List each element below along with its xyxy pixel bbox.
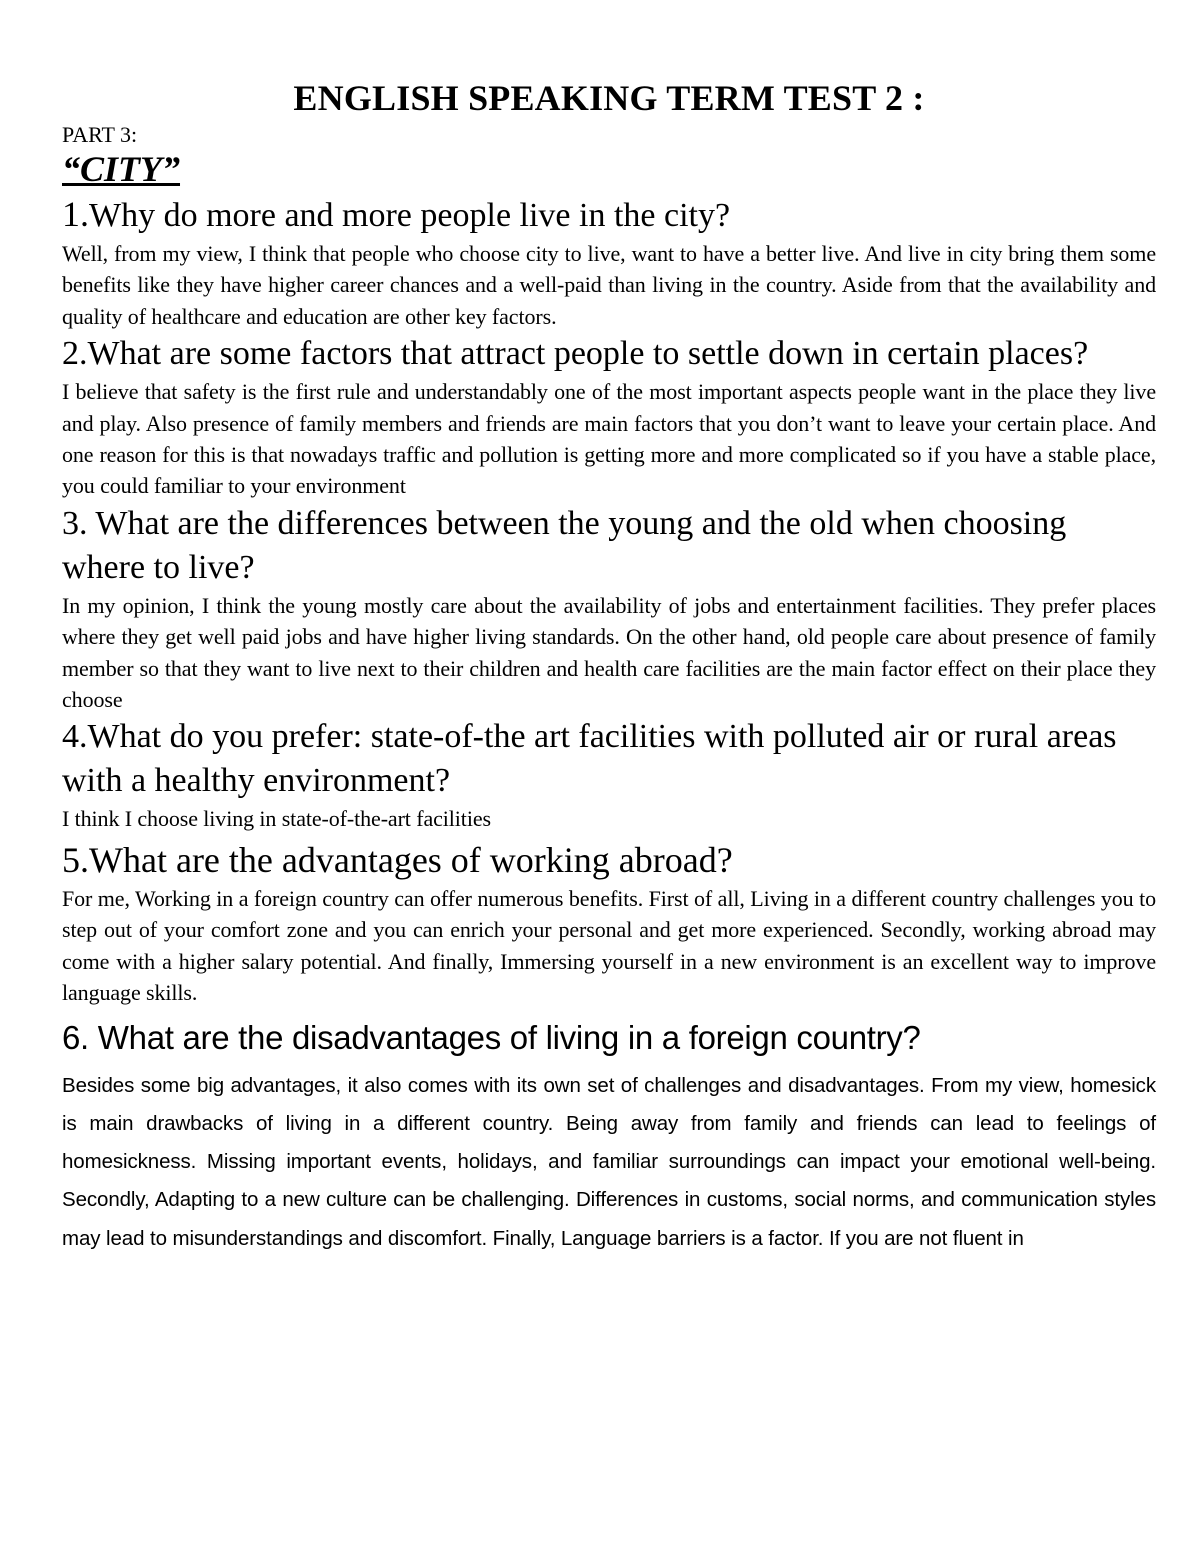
answer-2: I believe that safety is the first rule and understandably one of the most important aspects people want in the place they live and play. Also presence of family members and friends are main factors that you don’t want to leave your certain place. And one reason for this is that nowadays traffic and pollution is getting more and more complicated so if you have a stable place, you could familiar to your environment	[62, 379, 1156, 499]
question-number: 6.	[62, 1018, 89, 1056]
question-text: What are the differences between the young and the old when choosing where to live?	[62, 504, 1067, 586]
answer-3: In my opinion, I think the young mostly care about the availability of jobs and entertainment facilities. They prefer places where they get well paid jobs and have higher living standards. On the other hand, old people care about presence of family member so that they want to live next to their children and health care facilities are the main factor effect on their place they choose	[62, 592, 1156, 713]
question-number: 1.	[62, 194, 89, 234]
question-5	[62, 837, 1156, 883]
question-number: 4.	[62, 718, 88, 756]
question-number: 5.	[62, 839, 89, 880]
answer-6: Besides some big advantages, it also comes with its own set of challenges and disadvantages. From my view, homesick is main drawbacks of living in a different country. Being away from family and friends can lead to feelings of homesickness. Missing important events, holidays, and familiar surroundings can impact your emotional well-being. Secondly, Adapting to a new culture can be challenging. Differences in customs, social norms, and communication styles may lead to misunderstandings and discomfort. Finally, Language barriers is a factor. If you are not fluent in	[62, 1073, 1156, 1250]
question-6	[62, 1015, 1156, 1061]
question-2	[62, 332, 1156, 376]
question-4	[62, 715, 1156, 803]
question-text: What are some factors that attract people to settle down in certain places?	[87, 335, 1089, 373]
question-number: 2.	[62, 335, 88, 373]
question-number: 3.	[62, 504, 88, 542]
answer-5: For me, Working in a foreign country can offer numerous benefits. First of all, Living in a different country challenges you to step out of your comfort zone and you can enrich your personal and get more experienced. Secondly, working abroad may come with a higher salary potential. And finally, Immersing yourself in a new environment is an excellent way to improve language skills.	[62, 885, 1156, 1006]
question-text: Why do more and more people live in the city?	[89, 197, 731, 234]
question-text: What are the disadvantages of living in a foreign country?	[88, 1018, 921, 1056]
question-3	[62, 502, 1156, 590]
answer-4: I think I choose living in state-of-the-art facilities	[62, 806, 491, 832]
part-label: PART 3:	[62, 122, 138, 147]
answer-1: Well, from my view, I think that people who choose city to live, want to have a better live. And live in city bring them some benefits like they have higher career chances and a well-paid than living in the country. Aside from that the availability and quality of healthcare and education are other key factors.	[62, 241, 1156, 329]
question-text: What do you prefer: state-of-the art facilities with polluted air or rural areas with a healthy environment?	[62, 718, 1117, 800]
question-text: What are the advantages of working abroad?	[89, 839, 733, 880]
topic-heading: “CITY”	[62, 149, 181, 189]
question-1	[62, 192, 1156, 238]
document-page	[62, 74, 1156, 1258]
document-title: ENGLISH SPEAKING TERM TEST 2 :	[293, 78, 925, 118]
